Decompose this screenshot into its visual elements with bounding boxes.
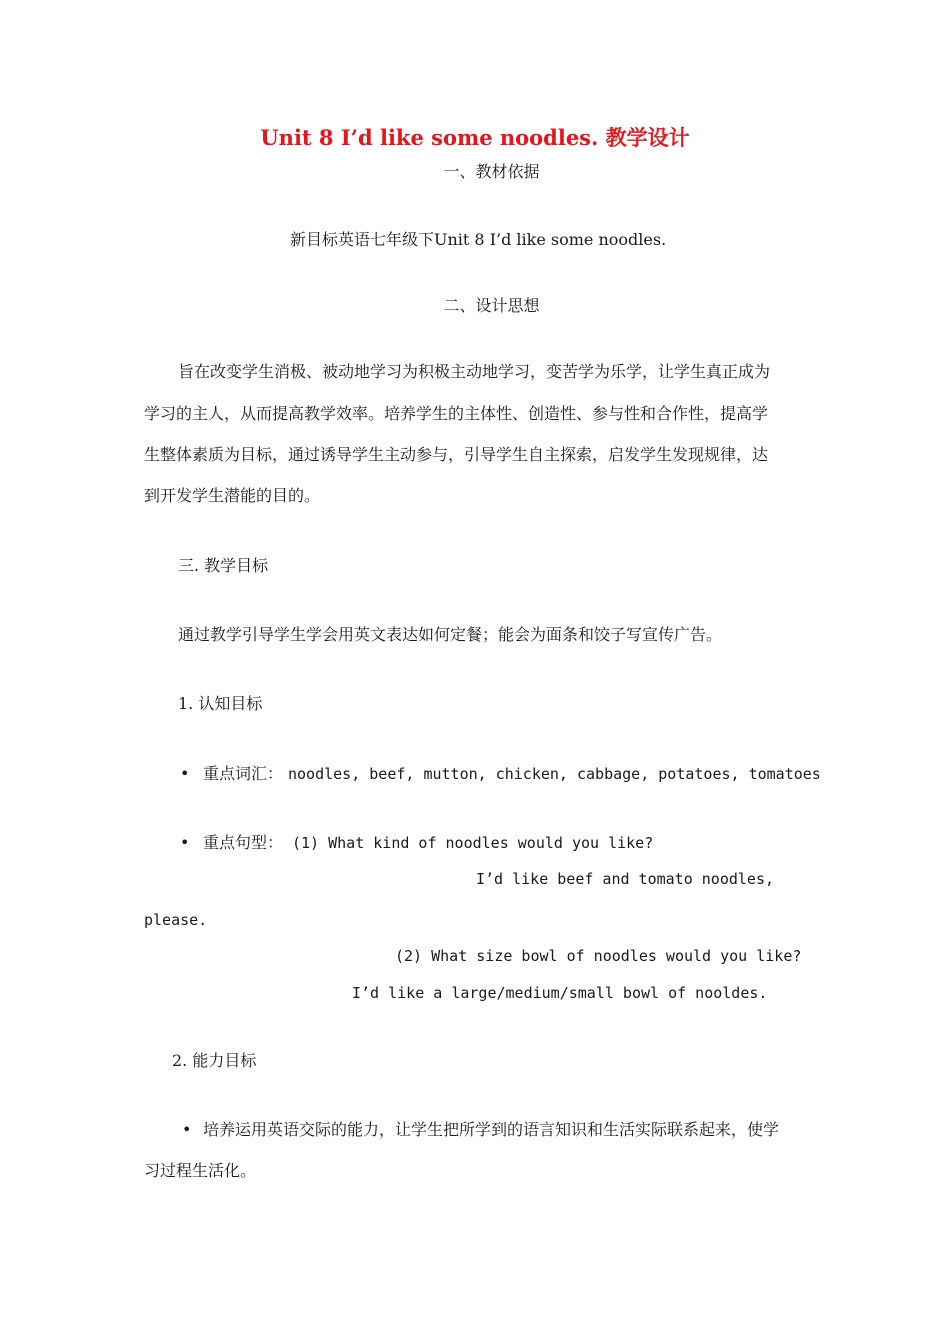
vocab-words: noodles, beef, mutton, chicken, cabbage, potatoes, tomatoes xyxy=(288,765,821,783)
vocab-label: 重点词汇： xyxy=(203,764,284,783)
section-3-heading: 三. 教学目标 xyxy=(178,556,269,575)
cognitive-goal-heading: 1. 认知目标 xyxy=(178,694,263,713)
sentence-answer-1: I’d like beef and tomato noodles, xyxy=(476,870,775,888)
section-2-line-1: 旨在改变学生消极、被动地学习为积极主动地学习，变苦学为乐学，让学生真正成为 xyxy=(178,362,771,381)
sentence-question-1: (1) What kind of noodles would you like? xyxy=(292,834,654,852)
sentence-label: 重点句型： xyxy=(203,833,284,852)
section-2-line-3: 生整体素质为目标，通过诱导学生主动参与，引导学生自主探索，启发学生发现规律，达 xyxy=(144,445,769,464)
section-2-line-4: 到开发学生潜能的目的。 xyxy=(144,486,321,505)
ability-line-1: 培养运用英语交际的能力，让学生把所学到的语言知识和生活实际联系起来，使学 xyxy=(203,1120,780,1139)
sentence-answer-2: I’d like a large/medium/small bowl of nooldes. xyxy=(352,984,768,1002)
section-1-heading: 一、教材依据 xyxy=(443,162,540,181)
section-1-text: 新目标英语七年级下Unit 8 I’d like some noodles. xyxy=(290,230,667,249)
sentence-answer-1-continued: please. xyxy=(144,911,208,929)
ability-goal-heading: 2. 能力目标 xyxy=(172,1051,257,1070)
vocab-bullet: • xyxy=(180,764,190,783)
sentence-bullet: • xyxy=(180,833,190,852)
section-3-text: 通过教学引导学生学会用英文表达如何定餐；能会为面条和饺子写宣传广告。 xyxy=(178,625,723,644)
section-2-heading: 二、设计思想 xyxy=(443,296,540,315)
section-2-line-2: 学习的主人，从而提高教学效率。培养学生的主体性、创造性、参与性和合作性，提高学 xyxy=(144,404,769,423)
ability-line-2: 习过程生活化。 xyxy=(144,1161,257,1180)
document-title: Unit 8 I’d like some noodles. 教学设计 xyxy=(260,125,690,150)
ability-bullet: • xyxy=(182,1120,192,1139)
sentence-question-2: (2) What size bowl of noodles would you like? xyxy=(395,947,802,965)
